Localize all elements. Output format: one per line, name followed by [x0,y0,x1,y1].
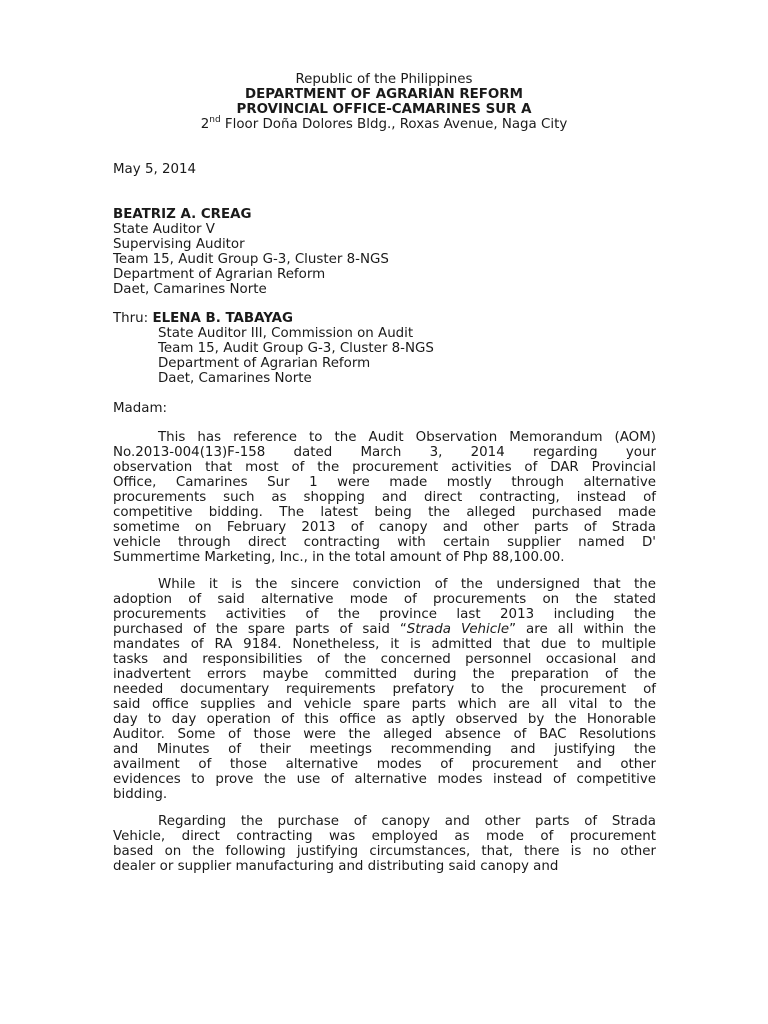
paragraph-line: tasks and responsibilities of the concerned personnel occasional and [113,652,656,667]
paragraph-line: Auditor. Some of those were the alleged absence of BAC Resolutions [113,727,656,742]
paragraph-line: day to day operation of this office as aptly observed by the Honorable [113,712,656,727]
thru-detail-line: Team 15, Audit Group G-3, Cluster 8-NGS [158,341,434,356]
vehicle-name-emphasis: Strada Vehicle [406,622,510,637]
paragraph-line: Office, Camarines Sur 1 were made mostly through alternative [113,475,656,490]
paragraph-line: adoption of said alternative mode of procurements on the stated [113,592,656,607]
paragraph-line: vehicle through direct contracting with certain supplier named D' [113,535,656,550]
paragraph-line: observation that most of the procurement activities of DAR Provincial [113,460,656,475]
paragraph-line: bidding. [113,787,168,802]
salutation: Madam: [113,401,168,416]
paragraph-line: said office supplies and vehicle spare parts which are all vital to the [113,697,656,712]
address-floor-suffix: nd [209,114,221,125]
thru-line [113,311,656,326]
paragraph-line: procurements activities of the province last 2013 including the [113,607,656,622]
body-paragraph-1 [113,430,656,565]
paragraph-line: dealer or supplier manufacturing and distributing said canopy and [113,859,559,874]
paragraph-line: Regarding the purchase of canopy and other parts of Strada [158,814,656,829]
addressee-name: BEATRIZ A. CREAG [113,207,252,222]
paragraph-line: While it is the sincere conviction of the undersigned that the [158,577,656,592]
address-floor-number: 2 [200,117,210,132]
paragraph-line: evidences to prove the use of alternative modes instead of competitive [113,772,656,787]
thru-label: Thru: [113,311,153,326]
paragraph-line: competitive bidding. The latest being the alleged purchased made [113,505,656,520]
thru-block [113,311,656,386]
paragraph-line: and Minutes of their meetings recommending and justifying the [113,742,656,757]
letter-date: May 5, 2014 [113,162,197,177]
thru-detail-line: Daet, Camarines Norte [158,371,312,386]
addressee-line: Team 15, Audit Group G-3, Cluster 8-NGS [113,252,389,267]
republic-line: Republic of the Philippines [295,72,473,87]
paragraph-line: procurements such as shopping and direct contracting, instead of [113,490,656,505]
text-segment: purchased of the spare parts of said “ [113,622,407,637]
addressee-block [113,207,656,297]
paragraph-line: availment of those alternative modes of procurement and other [113,757,656,772]
paragraph-line: based on the following justifying circumstances, that, there is no other [113,844,656,859]
salutation-block [113,401,656,416]
paragraph-line-with-emphasis [113,622,656,637]
paragraph-line: sometime on February 2013 of canopy and other parts of Strada [113,520,656,535]
paragraph-line: mandates of RA 9184. Nonetheless, it is admitted that due to multiple [113,637,656,652]
paragraph-line: No.2013-004(13)F-158 dated March 3, 2014 regarding your [113,445,656,460]
thru-name: ELENA B. TABAYAG [152,311,293,326]
addressee-line: Department of Agrarian Reform [113,267,326,282]
letter-date-block [113,162,656,177]
paragraph-line: inadvertent errors maybe committed during the preparation of the [113,667,656,682]
body-paragraph-3 [113,814,656,874]
thru-detail-line: Department of Agrarian Reform [158,356,371,371]
body-paragraph-2 [113,577,656,802]
addressee-line: Supervising Auditor [113,237,245,252]
paragraph-line: Vehicle, direct contracting was employed as mode of procurement [113,829,656,844]
addressee-line: Daet, Camarines Norte [113,282,267,297]
letterhead [0,72,768,132]
paragraph-line: Summertime Marketing, Inc., in the total amount of Php 88,100.00. [113,550,565,565]
office-address [0,114,768,132]
text-segment: ” are all within the [509,622,656,637]
addressee-line: State Auditor V [113,222,215,237]
thru-detail-line: State Auditor III, Commission on Audit [158,326,414,341]
paragraph-line: needed documentary requirements prefatory to the procurement of [113,682,656,697]
department-name: DEPARTMENT OF AGRARIAN REFORM [245,87,523,102]
paragraph-line: This has reference to the Audit Observation Memorandum (AOM) [158,430,656,445]
address-rest: Floor Doña Dolores Bldg., Roxas Avenue, Naga City [220,117,568,132]
office-name: PROVINCIAL OFFICE-CAMARINES SUR A [236,102,532,117]
